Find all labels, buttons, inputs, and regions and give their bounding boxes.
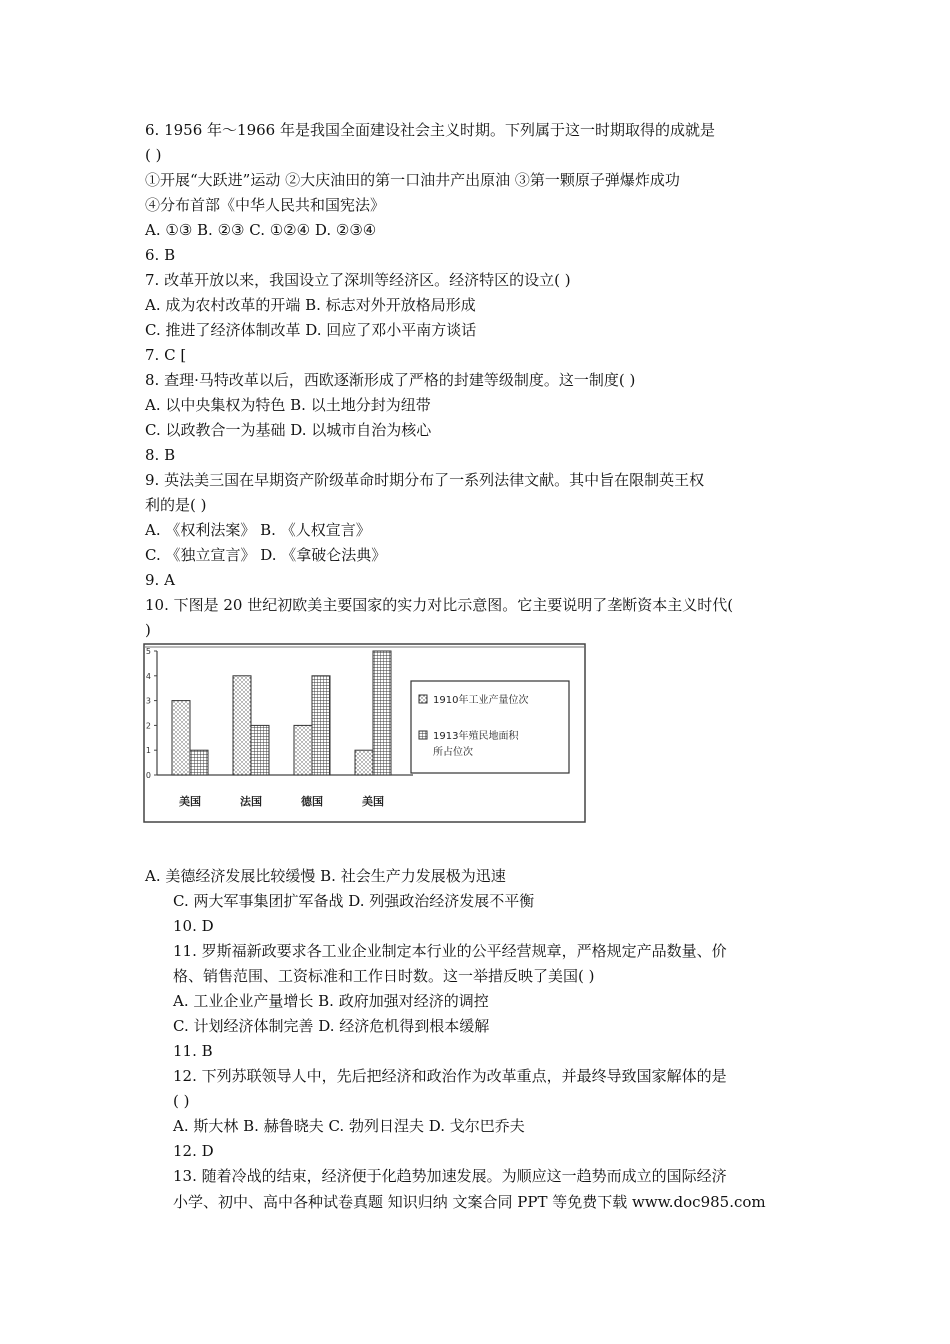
text-line: ④分布首部《中华人民共和国宪法》 (145, 196, 386, 214)
text-line: ( ) (145, 146, 162, 164)
text-line: 8. 查理·马特改革以后，西欧逐渐形成了严格的封建等级制度。这一制度( ) (145, 371, 636, 389)
bar-colony-area (251, 725, 269, 775)
y-tick-label: 3 (145, 696, 151, 706)
text-line: C. 两大军事集团扩军备战 D. 列强政治经济发展不平衡 (173, 892, 535, 910)
text-line: 格、销售范围、工资标准和工作日时数。这一举措反映了美国( ) (173, 967, 595, 985)
text-line: 13. 随着冷战的结束，经济便于化趋势加速发展。为顺应这一趋势而成立的国际经济 (173, 1167, 727, 1185)
x-category-label: 法国 (240, 795, 262, 808)
bar-industrial-output (294, 725, 312, 775)
bar-industrial-output (233, 676, 251, 775)
text-line: A. 以中央集权为特色 B. 以土地分封为纽带 (145, 396, 431, 414)
x-category-label: 美国 (362, 795, 384, 808)
bar-colony-area (190, 750, 208, 775)
text-line: A. 美德经济发展比较缓慢 B. 社会生产力发展极为迅速 (145, 867, 506, 885)
bar-colony-area (312, 676, 330, 775)
text-line: C. 以政教合一为基础 D. 以城市自治为核心 (145, 421, 432, 439)
bar-industrial-output (172, 701, 190, 775)
text-line: 11. 罗斯福新政要求各工业企业制定本行业的公平经营规章，严格规定产品数量、价 (173, 942, 727, 960)
text-line: 10. D (173, 917, 214, 935)
chart-svg (143, 643, 586, 823)
text-line: C. 计划经济体制完善 D. 经济危机得到根本缓解 (173, 1017, 490, 1035)
legend-swatch-grid (419, 731, 427, 739)
text-line: 12. 下列苏联领导人中，先后把经济和政治作为改革重点，并最终导致国家解体的是 (173, 1067, 727, 1085)
text-line: A. ①③ B. ②③ C. ①②④ D. ②③④ (145, 221, 377, 239)
text-line: 12. D (173, 1142, 214, 1160)
text-line: 利的是( ) (145, 496, 207, 514)
text-line: 7. 改革开放以来，我国设立了深圳等经济区。经济特区的设立( ) (145, 271, 571, 289)
y-tick-label: 2 (145, 721, 151, 731)
text-line: 6. B (145, 246, 176, 264)
x-category-label: 德国 (301, 795, 323, 808)
y-tick-label: 0 (145, 771, 151, 780)
y-tick-label: 4 (145, 671, 151, 681)
bar-chart (143, 643, 586, 823)
text-line: 8. B (145, 446, 176, 464)
text-line: ) (145, 621, 151, 639)
y-tick-label: 5 (145, 647, 151, 656)
x-category-label: 美国 (179, 795, 201, 808)
text-line: 11. B (173, 1042, 213, 1060)
text-line: A. 工业企业产量增长 B. 政府加强对经济的调控 (173, 992, 489, 1010)
bar-industrial-output (355, 750, 373, 775)
text-line: 9. 英法美三国在早期资产阶级革命时期分布了一系列法律文献。其中旨在限制英王权 (145, 471, 705, 489)
text-line: 7. C [ (145, 346, 187, 364)
text-line: A. 《权利法案》 B. 《人权宣言》 (145, 521, 371, 539)
text-line: 6. 1956 年～1966 年是我国全面建设社会主义时期。下列属于这一时期取得的成就是 (145, 121, 715, 139)
legend-label: 1910年工业产量位次 (433, 695, 529, 706)
legend-label: 1913年殖民地面积 (433, 731, 519, 742)
text-line: C. 推进了经济体制改革 D. 回应了邓小平南方谈话 (145, 321, 477, 339)
legend-swatch-dots (419, 695, 427, 703)
legend-label: 所占位次 (433, 747, 473, 758)
bar-colony-area (373, 651, 391, 775)
text-line: 9. A (145, 571, 175, 589)
text-line: ①开展“大跃进”运动 ②大庆油田的第一口油井产出原油 ③第一颗原子弹爆炸成功 (145, 171, 680, 189)
text-line: A. 成为农村改革的开端 B. 标志对外开放格局形成 (145, 296, 476, 314)
text-line: A. 斯大林 B. 赫鲁晓夫 C. 勃列日涅夫 D. 戈尔巴乔夫 (173, 1117, 525, 1135)
text-line: ( ) (173, 1092, 190, 1110)
text-line: 10. 下图是 20 世纪初欧美主要国家的实力对比示意图。它主要说明了垄断资本主义时代( (145, 596, 734, 614)
y-tick-label: 1 (145, 746, 151, 756)
text-line: C. 《独立宣言》 D. 《拿破仑法典》 (145, 546, 387, 564)
page-footer: 小学、初中、高中各种试卷真题 知识归纳 文案合同 PPT 等免费下载 www.doc985.com (173, 1193, 766, 1211)
